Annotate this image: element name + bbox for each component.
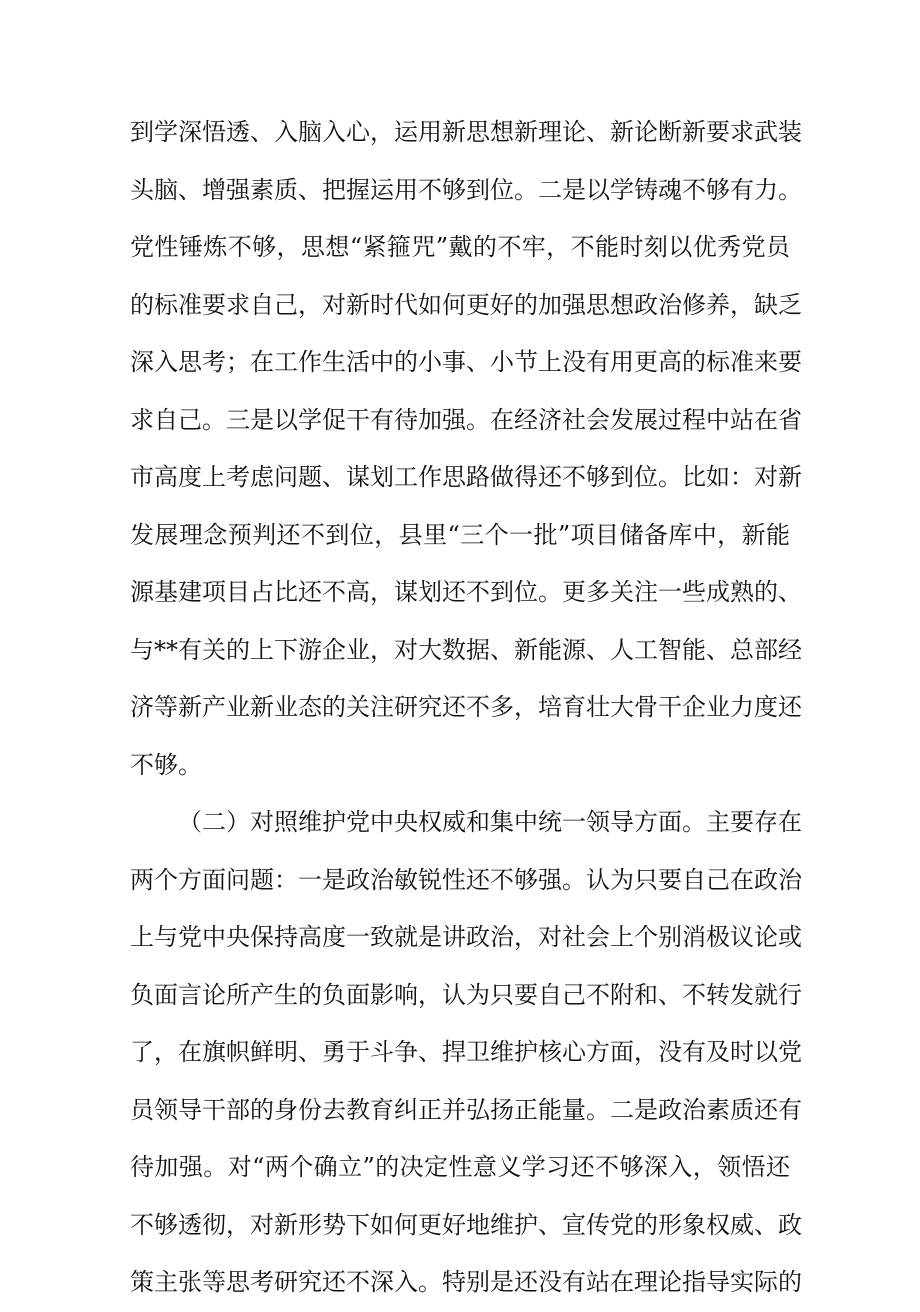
text-line: 待加强。对“两个确立”的决定性意义学习还不够深入，领悟还 [130, 1153, 790, 1181]
paragraph-study-shortcomings [130, 104, 802, 794]
document-body [130, 104, 802, 1312]
text-line: 不够。 [130, 750, 202, 779]
text-line: 求自己。三是以学促干有待加强。在经济社会发展过程中站在省 [130, 405, 802, 434]
text-line: 源基建项目占比还不高，谋划还不到位。更多关注一些成熟的、 [130, 578, 802, 606]
text-line: 两个方面问题：一是政治敏锐性还不够强。认为只要自己在政治 [130, 865, 802, 894]
text-line: 员领导干部的身份去教育纠正并弘扬正能量。二是政治素质还有 [130, 1095, 802, 1124]
section-heading-line: （二）对照维护党中央权威和集中统一领导方面。主要存在 [178, 808, 802, 836]
text-line: 了，在旗帜鲜明、勇于斗争、捍卫维护核心方面，没有及时以党 [130, 1038, 802, 1066]
text-line: 发展理念预判还不到位，县里“三个一批”项目储备库中，新能 [130, 520, 790, 549]
text-line: 负面言论所产生的负面影响，认为只要自己不附和、不转发就行 [130, 980, 802, 1009]
text-line: 市高度上考虑问题、谋划工作思路做得还不够到位。比如：对新 [130, 463, 802, 491]
text-line: 济等新产业新业态的关注研究还不多，培育壮大骨干企业力度还 [130, 693, 802, 721]
text-line: 深入思考；在工作生活中的小事、小节上没有用更高的标准来要 [130, 348, 802, 376]
paragraph-section-two [130, 794, 802, 1312]
text-line: 头脑、增强素质、把握运用不够到位。二是以学铸魂不够有力。 [130, 175, 802, 204]
text-line: 策主张等思考研究还不深入。特别是还没有站在理论指导实际的 [130, 1268, 802, 1296]
text-line: 到学深悟透、入脑入心，运用新思想新理论、新论断新要求武装 [130, 118, 802, 146]
text-line: 与**有关的上下游企业，对大数据、新能源、人工智能、总部经 [130, 635, 802, 664]
text-line: 不够透彻，对新形势下如何更好地维护、宣传党的形象权威、政 [130, 1210, 802, 1239]
text-line: 党性锤炼不够，思想“紧箍咒”戴的不牢，不能时刻以优秀党员 [130, 233, 790, 261]
text-line: 的标准要求自己，对新时代如何更好的加强思想政治修养，缺乏 [130, 290, 802, 319]
text-line: 上与党中央保持高度一致就是讲政治，对社会上个别消极议论或 [130, 923, 802, 951]
